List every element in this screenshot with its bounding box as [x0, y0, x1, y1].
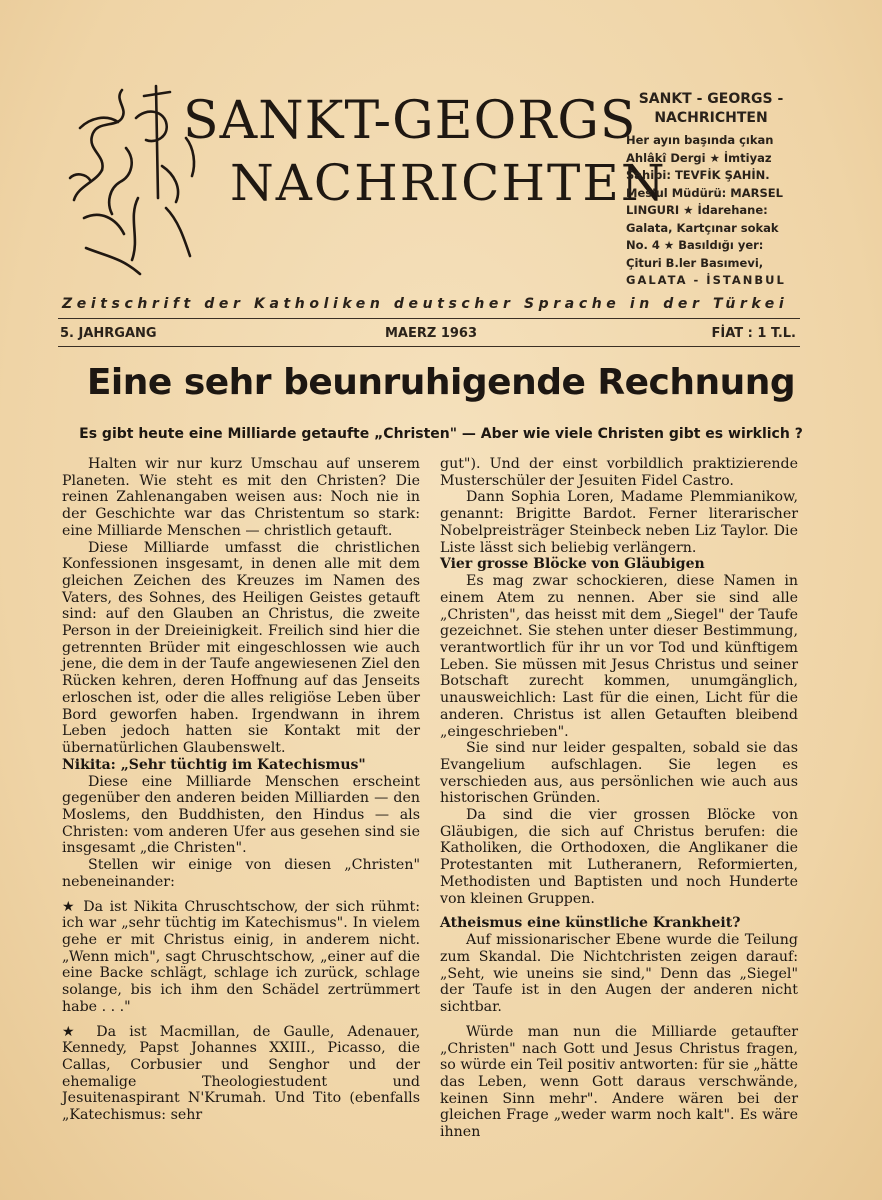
imprint-line: Her ayın başında çıkan — [626, 133, 774, 147]
paragraph: Auf missionarischer Ebene wurde die Teilung zum Skandal. Die Nichtchristen zeigen darauf: „Seht, wie uneins sie sind," Denn das „Siegel" der Taufe ist in den Augen der anderen nicht sichtbar. — [440, 932, 798, 1016]
volume-label: 5. JAHRGANG — [60, 326, 157, 341]
paragraph: Stellen wir einige von diesen „Christen" nebeneinander: — [62, 857, 420, 890]
paragraph: Diese Milliarde umfasst die christlichen Konfessionen insgesamt, in denen alle mit dem gleichen Zeichen des Kreuzes im Namen des Vaters, des Sohnes, des Heiligen Geistes getauft sind: auf den Glauben an Christus, die zweite Person in der Dreieinigkeit. Freilich sind hier die getrennten Brüder mit eingeschlossen wie auch jene, die dem in der Taufe angewiesenen Ziel den Rücken kehren, deren Hoffnung auf das Jenseits erloschen ist, oder die alles religiöse Leben über Bord geworfen haben. Irgendwann in ihrem Leben jedoch hatten sie Kontakt mit der übernatürlichen Glaubenswelt. — [62, 539, 420, 756]
paragraph: Dann Sophia Loren, Madame Plemmianikow, genannt: Brigitte Bardot. Ferner literarischer Nobelpreisträger Steinbeck neben Liz Taylor. Die Liste lässt sich beliebig verlängern. — [440, 489, 798, 556]
masthead-subtitle: Zeitschrift der Katholiken deutscher Sprache in der Türkei — [62, 296, 789, 312]
divider — [58, 346, 800, 347]
article-headline: Eine sehr beunruhigende Rechnung — [86, 362, 796, 403]
imprint-line: Mes'ul Müdürü: MARSEL — [626, 185, 783, 200]
article-column-left — [62, 456, 420, 1124]
section-heading: Nikita: „Sehr tüchtig im Katechismus" — [62, 756, 366, 773]
divider — [58, 318, 800, 319]
masthead-title-second-line: NACHRICHTEN — [230, 154, 667, 212]
section-heading: Atheismus eine künstliche Krankheit? — [440, 915, 741, 932]
imprint-line: Ahlâkî Dergi ★ İmtiyaz — [626, 150, 772, 165]
paragraph: Diese eine Milliarde Menschen erscheint gegenüber den anderen beiden Milliarden — den Moslems, den Buddhisten, den Hindus — als Christen: vom anderen Ufer aus gesehen sind sie insgesamt „die Christen". — [62, 773, 420, 857]
imprint-box — [626, 90, 796, 290]
bullet-paragraph: ★ Da ist Nikita Chruschtschow, der sich rühmt: ich war „sehr tüchtig im Katechismus". In vielem gehe er mit Christus einig, in anderem nicht. „Wenn mich", sagt Chruschtschow, „einer auf die eine Backe schlägt, schlage ich zurück, schlage solange, bis ich ihm den Schädel zertrümmert habe . . ." — [62, 898, 420, 1015]
imprint-line: Sahibi: TEVFİK ŞAHİN. — [626, 168, 770, 182]
imprint-line: No. 4 ★ Basıldığı yer: — [626, 238, 764, 252]
paragraph: gut"). Und der einst vorbildlich praktizierende Musterschüler der Jesuiten Fidel Castro. — [440, 456, 798, 489]
price-label: FİAT : 1 T.L. — [711, 326, 796, 341]
imprint-heading-second-line: NACHRICHTEN — [654, 110, 768, 126]
imprint-heading: SANKT - GEORGS - — [638, 91, 784, 107]
paragraph: Da sind die vier grossen Blöcke von Gläubigen, die sich auf Christus berufen: die Katholiken, die Orthodoxen, die Anglikaner die Protestanten mit Lutheranern, Reformierten, Methodisten und Baptisten und noch Hunderte von kleinen Gruppen. — [440, 807, 798, 907]
imprint-line: LINGURI ★ İdarehane: — [626, 203, 768, 217]
bullet-paragraph: ★ Da ist Macmillan, de Gaulle, Adenauer, Kennedy, Papst Johannes XXIII., Picasso, die Callas, Corbusier und Senghor und der ehemalige Theologiestudent und Jesuitenaspirant N'Krumah. Und Tito (ebenfalls „Katechismus: sehr — [62, 1023, 420, 1124]
paragraph: Würde man nun die Milliarde getaufter „Christen" nach Gott und Jesus Christus fragen, so würde ein Teil positiv antworten: für sie „hätte das Leben, wenn Gott daraus verschwände, keinen Sinn mehr". Andere wären bei der gleichen Frage „weder warm noch kalt". Es wäre ihnen — [440, 1023, 798, 1141]
article-column-right — [440, 456, 798, 1141]
article-deck: Es gibt heute eine Milliarde getaufte „Christen" — Aber wie viele Christen gibt es wirklich ? — [79, 426, 803, 442]
paragraph: Es mag zwar schockieren, diese Namen in einem Atem zu nennen. Aber sie sind alle „Christen", das heisst mit dem „Siegel" der Taufe gezeichnet. Sie stehen unter dieser Bestimmung, verantwortlich für ihr un vor Tod und künftigem Leben. Sie müssen mit Jesus Christus und seiner Botschaft zurecht kommen, unumgänglich, unausweichlich: Last für die einen, Licht für die anderen. Christus ist allen Getauften bleibend „eingeschrieben". — [440, 573, 798, 740]
paragraph: Sie sind nur leider gespalten, sobald sie das Evangelium aufschlagen. Sie legen es verschieden aus, aus persönlichen wie auch aus historischen Gründen. — [440, 740, 798, 807]
imprint-line: GALATA - İSTANBUL — [626, 273, 786, 287]
masthead-title: SANKT-GEORGS — [183, 91, 637, 151]
imprint-line: Galata, Kartçınar sokak — [626, 220, 779, 235]
section-heading: Vier grosse Blöcke von Gläubigen — [440, 556, 705, 573]
issue-date: MAERZ 1963 — [385, 326, 478, 341]
imprint-line: Çituri B.ler Basımevi, — [626, 255, 764, 270]
paragraph: Halten wir nur kurz Umschau auf unserem Planeten. Wie steht es mit den Christen? Die reinen Zahlenangaben weisen aus: Noch nie in der Geschichte war das Christentum so stark: eine Milliarde Menschen — christlich getauft. — [62, 456, 420, 539]
